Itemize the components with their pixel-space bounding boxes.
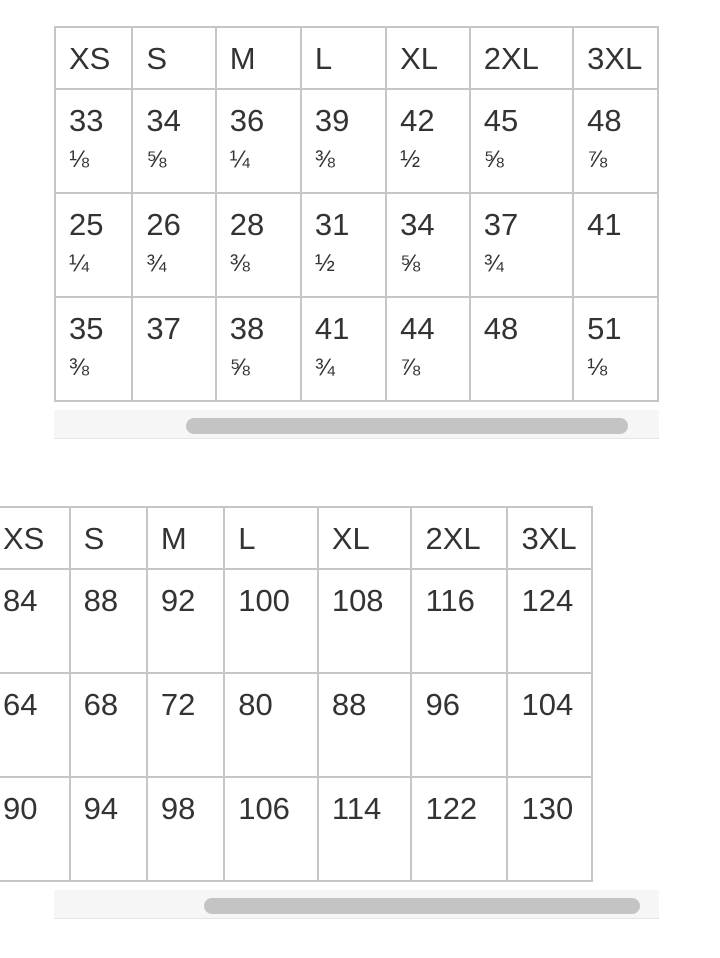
cell-fraction: ⅝	[146, 146, 167, 173]
table-cell	[132, 89, 215, 193]
cell-fraction: ¼	[69, 250, 90, 277]
header-cell	[507, 507, 592, 569]
header-cell	[216, 27, 301, 89]
table-cell	[573, 89, 658, 193]
cell-whole: 35	[69, 311, 104, 346]
cell-fraction: ⅛	[587, 354, 608, 381]
header-label: L	[314, 41, 333, 76]
table-cell	[411, 569, 507, 673]
header-label: XL	[331, 521, 370, 556]
table-cell	[0, 777, 70, 881]
cell-whole: 38	[229, 311, 265, 346]
horizontal-scrollbar-track[interactable]	[54, 410, 659, 439]
table-cell	[301, 193, 386, 297]
cell-fraction: ⅝	[400, 250, 421, 277]
table-cell	[224, 673, 318, 777]
cell-whole: 42	[400, 103, 435, 138]
cell-whole: 25	[69, 207, 104, 242]
cell-whole: 31	[314, 207, 350, 242]
cell-fraction: ½	[314, 250, 335, 277]
table-row	[55, 193, 658, 297]
table-row	[0, 777, 592, 881]
cell-fraction: ⅜	[69, 354, 90, 381]
table-cell	[470, 89, 573, 193]
cell-whole: 48	[587, 103, 622, 138]
table-cell	[318, 777, 412, 881]
table-row	[55, 89, 658, 193]
cell-whole: 104	[521, 687, 574, 722]
cell-whole: 100	[238, 583, 290, 618]
cell-whole: 48	[483, 311, 519, 346]
cell-whole: 80	[238, 687, 273, 722]
cell-fraction: ¾	[146, 250, 167, 277]
cell-whole: 124	[521, 583, 574, 618]
header-label: 3XL	[521, 521, 577, 556]
table-cell	[573, 297, 658, 401]
header-cell	[470, 27, 573, 89]
cell-whole: 36	[229, 103, 265, 138]
header-label: M	[229, 41, 256, 76]
cell-whole: 51	[587, 311, 622, 346]
table-cell	[216, 193, 301, 297]
header-label: XL	[400, 41, 439, 76]
table-cell	[55, 193, 132, 297]
cell-whole: 84	[3, 583, 38, 618]
cell-fraction: ¾	[483, 250, 504, 277]
header-cell	[0, 507, 70, 569]
header-label: XS	[69, 41, 111, 76]
table-cell	[224, 777, 318, 881]
table-row	[55, 297, 658, 401]
header-cell	[318, 507, 412, 569]
table-row	[0, 673, 592, 777]
header-row	[0, 507, 592, 569]
cell-whole: 88	[83, 583, 119, 618]
header-cell	[301, 27, 386, 89]
table-cell	[132, 193, 215, 297]
cell-fraction: ¼	[229, 146, 250, 173]
table-row	[0, 569, 592, 673]
table-cell	[573, 193, 658, 297]
table-cell	[132, 297, 215, 401]
size-table-cm-viewport[interactable]	[3, 506, 659, 890]
table-cell	[386, 89, 470, 193]
table-cell	[70, 777, 147, 881]
table-cell	[386, 297, 470, 401]
table-cell	[507, 673, 592, 777]
table-cell	[507, 777, 592, 881]
cell-fraction: ⅞	[587, 146, 608, 173]
cell-whole: 98	[160, 791, 196, 826]
cell-whole: 41	[314, 311, 350, 346]
header-label: 3XL	[587, 41, 643, 76]
cell-whole: 68	[83, 687, 119, 722]
size-table-inches	[54, 26, 659, 402]
cell-fraction: ½	[400, 146, 421, 173]
header-cell	[386, 27, 470, 89]
table-cell	[507, 569, 592, 673]
table-cell	[301, 89, 386, 193]
table-cell	[386, 193, 470, 297]
header-row	[55, 27, 658, 89]
header-label: S	[83, 521, 105, 556]
cell-whole: 122	[425, 791, 478, 826]
cell-whole: 114	[331, 791, 382, 826]
table-cell	[55, 89, 132, 193]
table-cell	[411, 673, 507, 777]
cell-whole: 108	[331, 583, 384, 618]
cell-whole: 44	[400, 311, 435, 346]
cell-fraction: ⅝	[229, 354, 250, 381]
cell-whole: 39	[314, 103, 350, 138]
header-cell	[132, 27, 215, 89]
header-cell	[70, 507, 147, 569]
table-cell	[301, 297, 386, 401]
table-cell	[318, 569, 412, 673]
cell-whole: 94	[83, 791, 119, 826]
table-cell	[411, 777, 507, 881]
cell-whole: 45	[483, 103, 519, 138]
header-cell	[411, 507, 507, 569]
table-cell	[147, 569, 224, 673]
table-cell	[55, 297, 132, 401]
table-cell	[0, 569, 70, 673]
table-cell	[224, 569, 318, 673]
table-cell	[147, 777, 224, 881]
header-label: S	[146, 41, 168, 76]
horizontal-scrollbar-thumb[interactable]	[186, 418, 628, 434]
cell-whole: 33	[69, 103, 104, 138]
cell-whole: 34	[400, 207, 435, 242]
cell-whole: 41	[587, 207, 622, 242]
header-label: M	[160, 521, 187, 556]
header-label: L	[238, 521, 256, 556]
table-cell	[318, 673, 412, 777]
table-cell	[147, 673, 224, 777]
cell-whole: 28	[229, 207, 265, 242]
cell-whole: 37	[483, 207, 519, 242]
table-cell	[470, 193, 573, 297]
header-label: XS	[3, 521, 45, 556]
cell-fraction: ⅜	[229, 250, 250, 277]
cell-whole: 116	[425, 583, 475, 618]
table-cell	[470, 297, 573, 401]
table-cell	[70, 673, 147, 777]
table-cell	[216, 89, 301, 193]
cell-fraction: ⅛	[69, 146, 90, 173]
header-cell	[224, 507, 318, 569]
cell-whole: 37	[146, 311, 181, 346]
cell-fraction: ⅞	[400, 354, 421, 381]
cell-whole: 34	[146, 103, 181, 138]
cell-fraction: ⅜	[314, 146, 335, 173]
table-cell	[0, 673, 70, 777]
size-table-inches-viewport[interactable]	[54, 26, 659, 410]
size-table-cm	[0, 506, 593, 882]
cell-fraction: ⅝	[483, 146, 504, 173]
horizontal-scrollbar-thumb[interactable]	[204, 898, 640, 914]
cell-whole: 26	[146, 207, 181, 242]
header-cell	[147, 507, 224, 569]
cell-fraction: ¾	[314, 354, 335, 381]
cell-whole: 90	[3, 791, 38, 826]
header-label: 2XL	[483, 41, 539, 76]
cell-whole: 96	[425, 687, 460, 722]
cell-whole: 130	[521, 791, 574, 826]
table-cell	[70, 569, 147, 673]
header-label: 2XL	[425, 521, 481, 556]
cell-whole: 72	[160, 687, 196, 722]
cell-whole: 106	[238, 791, 290, 826]
cell-whole: 64	[3, 687, 38, 722]
header-cell	[573, 27, 658, 89]
header-cell	[55, 27, 132, 89]
table-cell	[216, 297, 301, 401]
cell-whole: 92	[160, 583, 196, 618]
cell-whole: 88	[331, 687, 367, 722]
horizontal-scrollbar-track[interactable]	[54, 890, 659, 919]
